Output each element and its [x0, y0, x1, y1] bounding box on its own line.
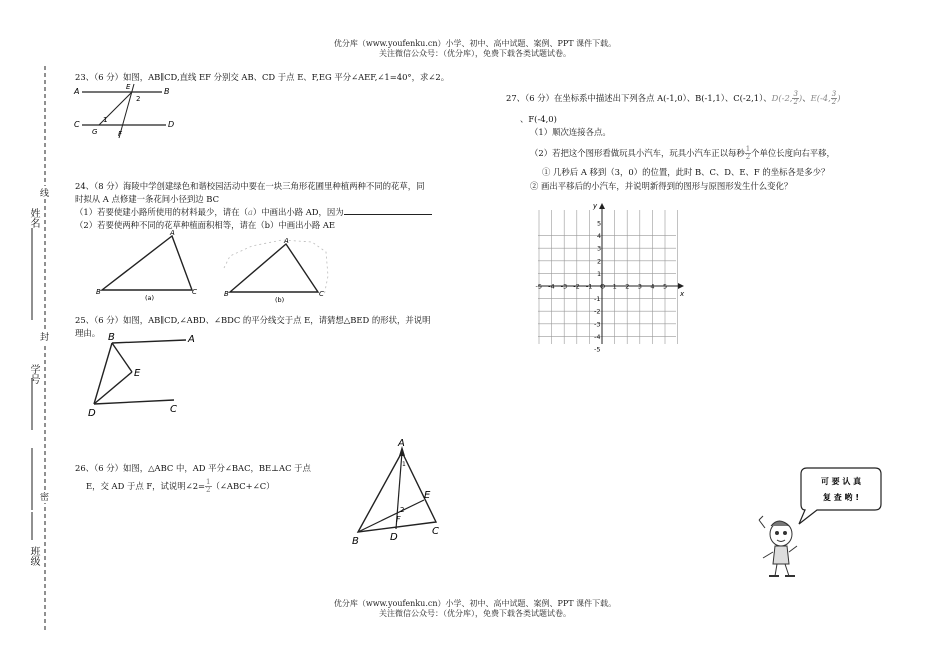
grid-y-label: y [593, 202, 598, 210]
q24b-caption: (b) [275, 296, 285, 304]
q26-label-a: A [398, 438, 405, 449]
question-24-part-2: （2）若要使两种不同的花草种植面积相等，请在（b）中画出小路 AE [75, 220, 336, 230]
question-25-figure [84, 330, 196, 420]
question-27-line-1-text: 27、（6 分）在坐标系中描述出下列各点 A(-1,0）、B(-1,1）、C(-2,1）、 [506, 93, 772, 103]
q23-label-a: A [74, 87, 80, 96]
x-tick-label: 3 [637, 282, 642, 291]
point-e: E(-4, $\frac{3}{2}$ ) [810, 90, 841, 106]
y-tick-label: 5 [597, 219, 602, 228]
seal-mark-seal: 封 [40, 330, 49, 343]
question-27-part-2-text: （2）若把这个图形看做玩具小汽车，玩具小汽车正以每秒 [530, 148, 745, 158]
question-23-figure [66, 82, 176, 140]
q23-label-d: D [168, 120, 175, 129]
y-tick-label: -3 [594, 320, 601, 329]
question-27-separator: 、 [802, 93, 811, 103]
q23-label-2: 2 [136, 95, 141, 103]
question-25-line-2: 理由。 [75, 328, 101, 338]
q26-label-1: 1 [402, 461, 406, 468]
q25-label-c: C [170, 404, 177, 415]
q24a-label-c: C [192, 288, 197, 296]
question-25-line-1: 25、（6 分）如图，AB∥CD,∠ABD、∠BDC 的平分线交于点 E，请猜想△BED 的形状，并说明 [75, 315, 431, 325]
question-24-line-1: 24、（8 分）海陵中学创建绿色和谐校园活动中要在一块三角形花圃里种植两种不同的花草，同 [75, 181, 425, 191]
y-tick-label: -2 [594, 307, 601, 316]
question-23-text: 23、（6 分）如图，AB∥CD,直线 EF 分别交 AB、CD 于点 E、F,EG 平分∠AEF,∠1=40°，求∠2。 [75, 72, 450, 82]
point-d: D(-2, $\frac{3}{2}$ ) [771, 90, 803, 106]
q24a-caption: (a) [145, 294, 155, 302]
question-27-part-1: （1）顺次连接各点。 [530, 127, 611, 137]
x-tick-label: 2 [625, 282, 630, 291]
x-tick-label: -2 [573, 282, 580, 291]
bubble-line-2: 复 查 哟 ! [822, 493, 860, 502]
header-line-2: 关注微信公众号：（优分库），免费下载各类试题试卷。 [379, 49, 571, 58]
y-tick-label: 3 [597, 244, 602, 253]
question-24-figure-a [92, 230, 202, 302]
x-tick-label: -3 [560, 282, 568, 291]
x-tick-label: O [600, 282, 606, 291]
y-tick-label: -5 [594, 345, 601, 354]
seal-mark-secret: 密 [40, 490, 49, 503]
question-26-fraction: $\frac{1}{2}$ [206, 478, 211, 494]
q26-label-f: F [396, 515, 401, 524]
question-27-line-2: 、F(-4,0) [520, 114, 557, 124]
question-27-sub-2: ② 画出平移后的小汽车，并说明新得到的图形与原图形发生什么变化？ [530, 181, 793, 191]
q24a-label-b: B [96, 288, 101, 296]
x-tick-label: -5 [535, 282, 542, 291]
question-27-sub-1: ① 几秒后 A 移到（3，0）的位置，此时 B、C、D、E、F 的坐标各是多少？ [542, 167, 830, 177]
y-tick-label: -4 [594, 332, 601, 341]
q26-label-e: E [424, 490, 431, 501]
bubble-line-1: 可 要 认 真 [820, 477, 862, 486]
q25-label-a: A [188, 334, 195, 345]
name-label: 姓名 [28, 208, 39, 228]
student-id-label: 学号 [28, 364, 39, 384]
q23-label-f: F [118, 130, 123, 138]
question-26-line-1: 26、（6 分）如图，△ABC 中，AD 平分∠BAC，BE⊥AC 于点 [75, 463, 311, 473]
question-24-figure-b [222, 238, 332, 304]
q23-label-c: C [74, 120, 80, 129]
question-24-part-1-text: （1）若要使建小路所使用的材料最少，请在（ [75, 207, 248, 217]
x-tick-label: -4 [548, 282, 555, 291]
footer-line-1: 优分库（www.youfenku.cn）小学、初中、高中试题、案例、PPT 课件下载。 [333, 599, 617, 608]
q25-label-e: E [134, 368, 141, 379]
class-label: 班级 [28, 546, 39, 566]
q24a-label-a: A [170, 229, 175, 237]
y-tick-label: -1 [594, 295, 601, 304]
coordinate-grid[interactable] [530, 200, 692, 354]
answer-blank[interactable] [344, 206, 432, 215]
question-24-part-1-rest: ）中画出小路 AD，因为 [252, 207, 344, 217]
y-tick-label: 1 [597, 269, 602, 278]
question-26-line-2-text: E，交 AD 于点 F，试说明∠2= [86, 481, 206, 491]
question-24-part-1-a: a [247, 207, 253, 217]
grid-x-label: x [680, 290, 685, 298]
y-tick-label: 4 [597, 232, 602, 241]
q26-label-2: 2 [400, 506, 405, 514]
q23-label-e: E [126, 83, 131, 91]
x-tick-label: 5 [663, 282, 668, 291]
q23-label-g: G [92, 128, 98, 136]
cartoon-reminder [755, 460, 890, 585]
question-27-line-1 [506, 91, 926, 106]
question-26-line-2 [86, 479, 366, 494]
q25-label-d: D [88, 408, 96, 419]
question-27-part-2 [530, 146, 940, 161]
question-27-fraction: $\frac{1}{2}$ [745, 145, 751, 161]
q24b-label-c: C [319, 290, 324, 298]
header-line-1: 优分库（www.youfenku.cn）小学、初中、高中试题、案例、PPT 课件下载。 [333, 39, 617, 48]
question-24-line-2: 时拟从 A 点修建一条花间小径到边 BC [75, 194, 220, 204]
x-tick-label: 4 [650, 282, 655, 291]
y-tick-label: 2 [597, 257, 602, 266]
question-24-part-1 [75, 206, 495, 219]
x-tick-label: 1 [612, 282, 617, 291]
q25-label-b: B [108, 332, 115, 343]
footer-line-2: 关注微信公众号：（优分库），免费下载各类试题试卷。 [379, 609, 571, 618]
q23-label-1: 1 [103, 116, 108, 124]
x-tick-label: -1 [585, 282, 593, 291]
question-26-line-2-rest: （∠ABC+∠C） [211, 481, 275, 491]
q26-label-d: D [390, 532, 398, 543]
q26-label-b: B [352, 536, 359, 547]
seal-mark-line: 线 [40, 186, 49, 199]
q26-label-c: C [432, 526, 439, 537]
question-27-part-2-rest: 个单位长度向右平移， [751, 148, 835, 158]
cartoon-figure [759, 516, 797, 576]
question-26-figure [348, 438, 448, 546]
q24b-label-b: B [224, 290, 229, 298]
q24b-label-a: A [284, 237, 289, 245]
q23-label-b: B [164, 87, 170, 96]
